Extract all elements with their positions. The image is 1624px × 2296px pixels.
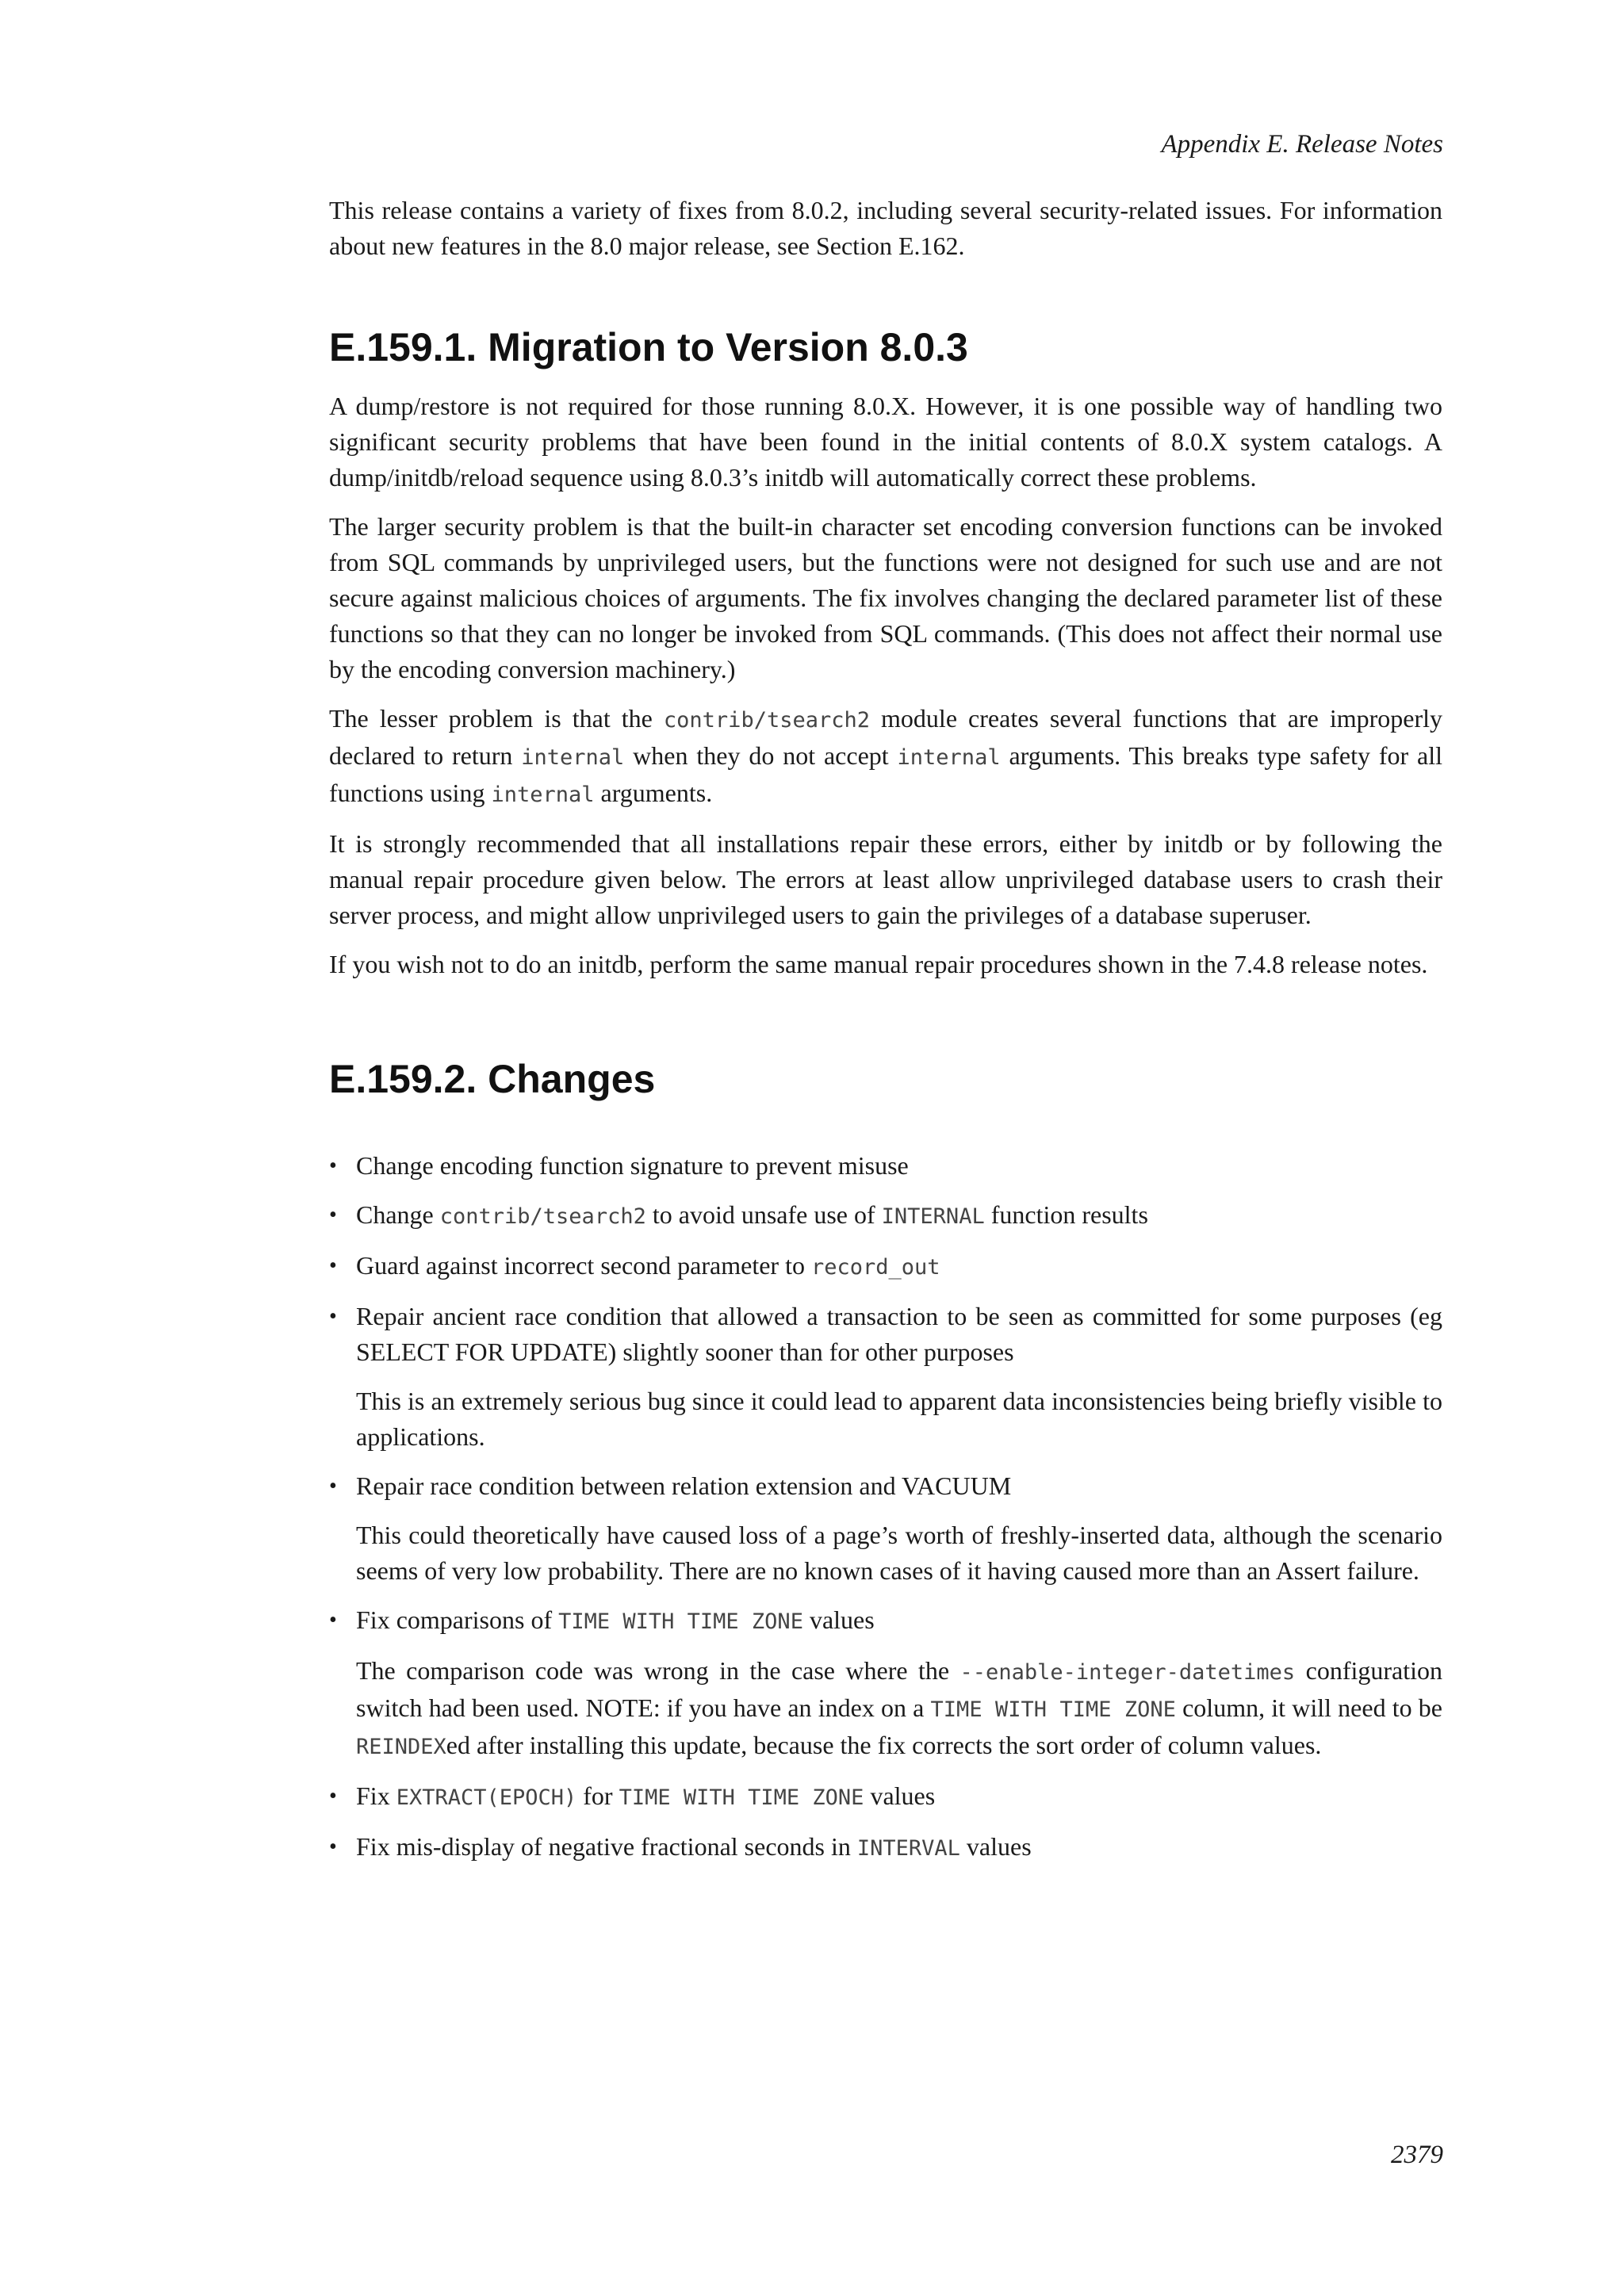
list-item-text [356, 1197, 1442, 1234]
migration-paragraph-5: If you wish not to do an initdb, perform the same manual repair procedures shown in the 7.4.8 release notes. [329, 950, 1428, 978]
text-span: Change [356, 1200, 440, 1229]
text-span: arguments. This breaks type safety for all functions using [329, 741, 1443, 807]
code-span: INTERVAL [856, 1836, 960, 1861]
list-item-text [356, 1248, 1442, 1285]
text-span: to avoid unsafe use of [645, 1200, 882, 1229]
migration-paragraph-3 [329, 701, 1442, 813]
list-item-text [356, 1778, 1442, 1816]
text-span: Fix comparisons of [356, 1605, 559, 1634]
text-span: values [802, 1605, 875, 1634]
text-span: arguments. [594, 779, 713, 807]
list-item [329, 1148, 1442, 1184]
migration-paragraph-4: It is strongly recommended that all installations repair these errors, either by initdb or by following the manual repair procedure given below. The errors at least allow unprivileged database users to crash their server process, and might allow unprivileged users to gain the privileges of a database superuser. [329, 829, 1442, 929]
list-item-text: • Repair ancient race condition that allowed a transaction to be seen as committed for some purposes (eg SELECT FOR UPDATE) slightly sooner than for other purposes [356, 1302, 1442, 1366]
list-item-detail [356, 1653, 1442, 1765]
text-span: when they do not accept [624, 741, 898, 770]
text-span: Fix mis-display of negative fractional seconds in [356, 1832, 857, 1861]
page-number: 2379 [1391, 2141, 1443, 2169]
code-span: TIME WITH TIME ZONE [558, 1609, 803, 1634]
list-item [329, 1602, 1442, 1765]
text-span: module creates several functions that are improperly declared to return [329, 704, 1443, 770]
text-span: configuration switch had been used. NOTE: if you have an index on a [356, 1656, 1443, 1722]
code-span: EXTRACT(EPOCH) [396, 1785, 577, 1810]
code-span: TIME WITH TIME ZONE [930, 1697, 1176, 1722]
code-span: record_out [810, 1255, 940, 1280]
list-item [329, 1197, 1442, 1234]
list-item-text: • Repair race condition between relation extension and VACUUM [356, 1471, 1012, 1500]
text-span: ed after installing this update, because the fix corrects the sort order of column values. [446, 1731, 1322, 1759]
code-span: INTERNAL [881, 1204, 985, 1229]
migration-paragraph-1: A dump/restore is not required for those running 8.0.X. However, it is one possible way of handling two significant security problems that have been found in the initial contents of 8.0.X system catalogs. A dump/initdb/reload sequence using 8.0.3’s initdb will automatically correct these problems. [329, 392, 1442, 492]
text-span: function results [984, 1200, 1148, 1229]
list-item-detail: This could theoretically have caused loss of a page’s worth of freshly-inserted data, although the scenario seems of very low probability. There are no known cases of it having caused more than an Assert failure. [356, 1521, 1442, 1585]
list-item [329, 1468, 1442, 1589]
list-item [329, 1299, 1442, 1455]
migration-paragraph-2: The larger security problem is that the built-in character set encoding conversion functions can be invoked from SQL commands by unprivileged users, but the functions were not designed for such use and are not secure against malicious choices of arguments. The fix involves changing the declared parameter list of these functions so that they can no longer be invoked from SQL commands. (This does not affect their normal use by the encoding conversion machinery.) [329, 512, 1442, 683]
list-item-detail: This is an extremely serious bug since it could lead to apparent data inconsistencies being briefly visible to applications. [356, 1387, 1442, 1451]
changes-list [329, 1148, 1442, 1866]
text-span: column, it will need to be [1175, 1693, 1443, 1722]
code-span: contrib/tsearch2 [439, 1204, 646, 1229]
list-item [329, 1778, 1442, 1816]
list-item-text [356, 1829, 1442, 1866]
code-span: TIME WITH TIME ZONE [619, 1785, 864, 1810]
text-span: The comparison code was wrong in the case where the [356, 1656, 960, 1685]
text-span: for [576, 1781, 619, 1810]
text-span: Fix [356, 1781, 396, 1810]
list-item [329, 1829, 1442, 1866]
page-content [329, 193, 1442, 1880]
running-head: Appendix E. Release Notes [1161, 130, 1443, 159]
text-span: Guard against incorrect second parameter to [356, 1251, 811, 1280]
list-item-text [356, 1148, 1442, 1184]
list-item-text [356, 1602, 1442, 1640]
text-span: values [864, 1781, 936, 1810]
code-span: internal [491, 783, 595, 807]
intro-paragraph: This release contains a variety of fixes from 8.0.2, including several security-related issues. For information about new features in the 8.0 major release, see Section E.162. [329, 196, 1442, 260]
list-item [329, 1248, 1442, 1285]
code-span: REINDEX [356, 1735, 446, 1759]
text-span: Change encoding function signature to prevent misuse [356, 1151, 909, 1180]
section-heading-migration: E.159.1. Migration to Version 8.0.3 [329, 325, 968, 369]
code-span: --enable-integer-datetimes [959, 1660, 1296, 1685]
section-heading-changes: E.159.2. Changes [329, 1057, 656, 1101]
code-span: internal [521, 745, 625, 770]
code-span: internal [897, 745, 1001, 770]
text-span: The lesser problem is that the [329, 704, 664, 733]
text-span: values [959, 1832, 1032, 1861]
code-span: contrib/tsearch2 [663, 708, 870, 733]
